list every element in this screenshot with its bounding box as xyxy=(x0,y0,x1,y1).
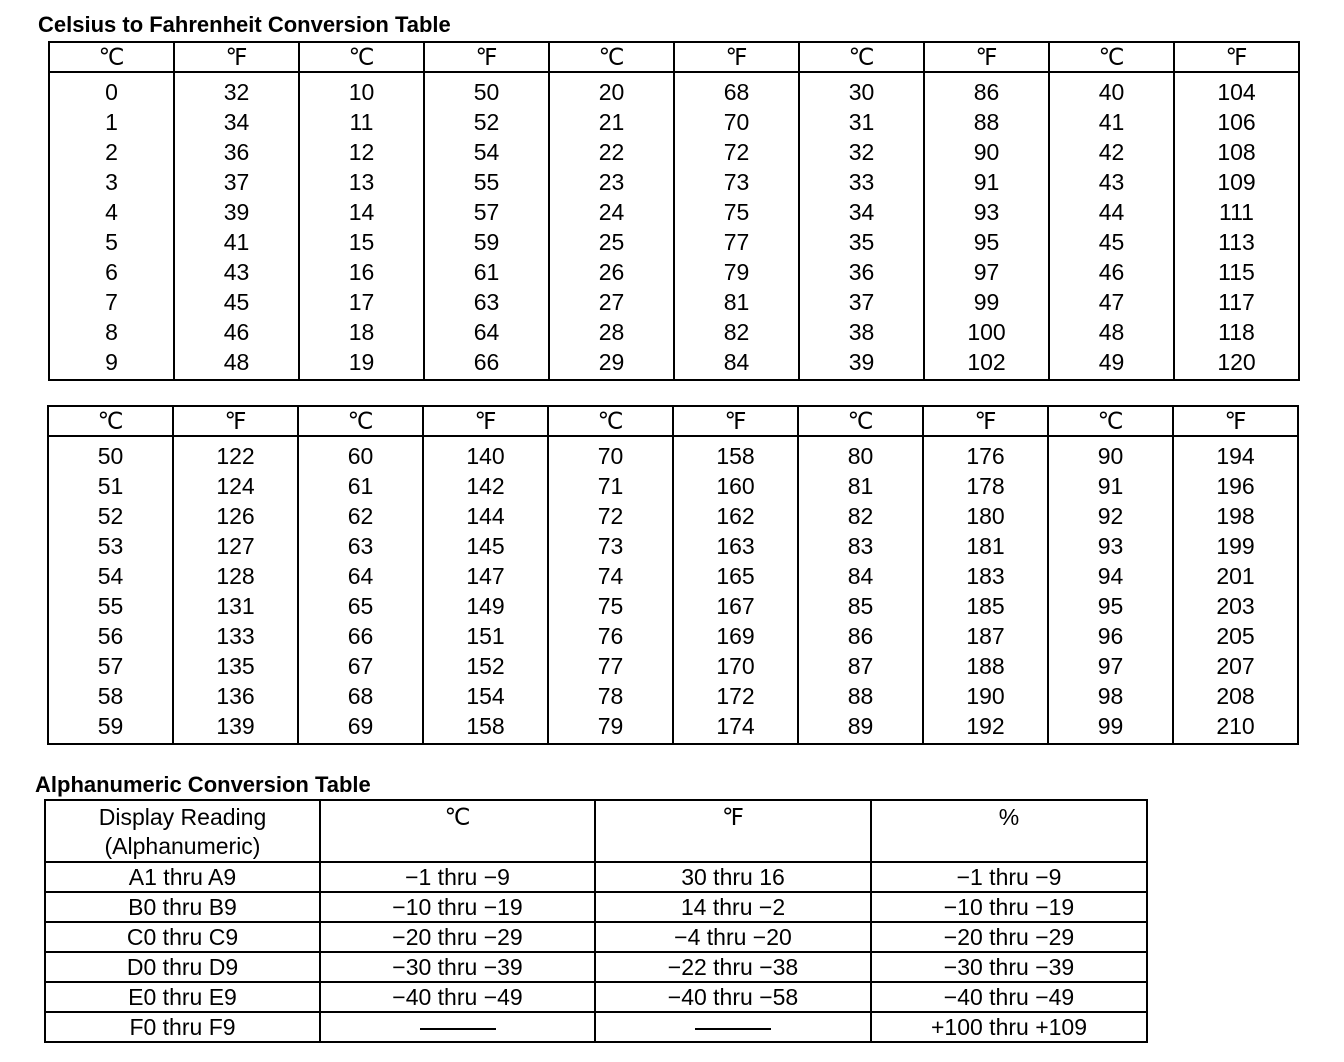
alpha-cell-fahrenheit: −4 thru −20 xyxy=(595,922,871,952)
alpha-row xyxy=(45,892,1147,922)
conv-row xyxy=(49,347,1299,380)
fahrenheit-cell: 190 xyxy=(923,681,1048,711)
celsius-cell: 59 xyxy=(97,713,124,739)
alpha-cell-display: D0 thru D9 xyxy=(45,952,320,982)
alpha-cell-celsius: −40 thru −49 xyxy=(320,982,595,1012)
celsius-cell: 93 xyxy=(1048,531,1173,561)
conversion-table-50-99 xyxy=(47,405,1299,745)
fahrenheit-cell: 133 xyxy=(173,621,298,651)
fahrenheit-cell: 152 xyxy=(423,651,548,681)
conv-row xyxy=(49,317,1299,347)
fahrenheit-cell: 176 xyxy=(923,436,1048,471)
alphanumeric-table xyxy=(44,799,1148,1043)
fahrenheit-cell: 207 xyxy=(1173,651,1298,681)
fahrenheit-header: ℉ xyxy=(424,42,549,72)
fahrenheit-cell: 194 xyxy=(1173,436,1298,471)
celsius-cell: 57 xyxy=(97,653,124,679)
celsius-cell: 21 xyxy=(549,107,674,137)
fahrenheit-header: ℉ xyxy=(674,42,799,72)
fahrenheit-cell: 109 xyxy=(1174,167,1299,197)
fahrenheit-cell: 117 xyxy=(1174,287,1299,317)
celsius-cell: 99 xyxy=(1048,711,1173,744)
no-value-dash xyxy=(695,1028,771,1030)
alpha-cell-percent: −40 thru −49 xyxy=(871,982,1147,1012)
fahrenheit-cell: 208 xyxy=(1173,681,1298,711)
celsius-cell: 36 xyxy=(799,257,924,287)
fahrenheit-cell: 136 xyxy=(173,681,298,711)
alpha-cell-fahrenheit: 14 thru −2 xyxy=(595,892,871,922)
celsius-header: ℃ xyxy=(48,406,173,436)
celsius-cell: 77 xyxy=(548,651,673,681)
fahrenheit-cell: 142 xyxy=(423,471,548,501)
celsius-table-title: Celsius to Fahrenheit Conversion Table xyxy=(38,12,451,37)
alpha-cell-celsius: −10 thru −19 xyxy=(320,892,595,922)
celsius-cell: 46 xyxy=(1049,257,1174,287)
celsius-cell: 94 xyxy=(1048,561,1173,591)
celsius-cell: 11 xyxy=(299,107,424,137)
celsius-cell: 72 xyxy=(548,501,673,531)
celsius-cell: 81 xyxy=(798,471,923,501)
fahrenheit-cell: 158 xyxy=(423,711,548,744)
fahrenheit-cell: 198 xyxy=(1173,501,1298,531)
fahrenheit-header: ℉ xyxy=(923,406,1048,436)
fahrenheit-cell: 111 xyxy=(1174,197,1299,227)
fahrenheit-header: ℉ xyxy=(924,42,1049,72)
alpha-cell-percent: −30 thru −39 xyxy=(871,952,1147,982)
celsius-cell: 44 xyxy=(1049,197,1174,227)
alpha-cell-percent: −20 thru −29 xyxy=(871,922,1147,952)
celsius-cell: 3 xyxy=(105,169,118,195)
fahrenheit-cell: 37 xyxy=(174,167,299,197)
celsius-header: ℃ xyxy=(1048,406,1173,436)
fahrenheit-cell: 210 xyxy=(1173,711,1298,744)
celsius-cell: 97 xyxy=(1048,651,1173,681)
celsius-cell: 47 xyxy=(1049,287,1174,317)
celsius-header: ℃ xyxy=(548,406,673,436)
celsius-cell: 83 xyxy=(798,531,923,561)
alpha-cell-percent: −10 thru −19 xyxy=(871,892,1147,922)
celsius-cell: 84 xyxy=(798,561,923,591)
fahrenheit-cell: 199 xyxy=(1173,531,1298,561)
celsius-cell: 54 xyxy=(97,563,124,589)
celsius-cell: 37 xyxy=(799,287,924,317)
alpha-cell-display: B0 thru B9 xyxy=(45,892,320,922)
celsius-cell: 41 xyxy=(1049,107,1174,137)
alpha-header-display-line1: Display Reading xyxy=(98,804,267,830)
celsius-cell: 55 xyxy=(97,593,124,619)
celsius-cell: 27 xyxy=(549,287,674,317)
fahrenheit-cell: 196 xyxy=(1173,471,1298,501)
fahrenheit-cell: 106 xyxy=(1174,107,1299,137)
celsius-header: ℃ xyxy=(49,42,174,72)
conv-row xyxy=(48,501,1298,531)
fahrenheit-cell: 88 xyxy=(924,107,1049,137)
celsius-header: ℃ xyxy=(799,42,924,72)
celsius-header: ℃ xyxy=(798,406,923,436)
fahrenheit-cell: 102 xyxy=(924,347,1049,380)
fahrenheit-cell: 174 xyxy=(673,711,798,744)
fahrenheit-cell: 70 xyxy=(674,107,799,137)
fahrenheit-cell: 86 xyxy=(924,72,1049,107)
fahrenheit-cell: 181 xyxy=(923,531,1048,561)
celsius-cell: 69 xyxy=(298,711,423,744)
fahrenheit-cell: 54 xyxy=(424,137,549,167)
fahrenheit-cell: 120 xyxy=(1174,347,1299,380)
conv-row xyxy=(48,651,1298,681)
conv-row xyxy=(48,591,1298,621)
fahrenheit-cell: 183 xyxy=(923,561,1048,591)
celsius-cell: 50 xyxy=(97,443,124,469)
celsius-cell: 91 xyxy=(1048,471,1173,501)
fahrenheit-cell: 32 xyxy=(174,72,299,107)
alpha-cell-display: A1 thru A9 xyxy=(45,862,320,892)
celsius-cell: 88 xyxy=(798,681,923,711)
fahrenheit-cell: 99 xyxy=(924,287,1049,317)
fahrenheit-cell: 154 xyxy=(423,681,548,711)
fahrenheit-cell: 124 xyxy=(173,471,298,501)
alpha-cell-display: E0 thru E9 xyxy=(45,982,320,1012)
celsius-cell: 14 xyxy=(299,197,424,227)
fahrenheit-cell: 66 xyxy=(424,347,549,380)
fahrenheit-cell: 135 xyxy=(173,651,298,681)
alpha-cell-display: C0 thru C9 xyxy=(45,922,320,952)
fahrenheit-cell: 100 xyxy=(924,317,1049,347)
celsius-cell: 38 xyxy=(799,317,924,347)
celsius-cell: 80 xyxy=(798,436,923,471)
conv-row xyxy=(49,107,1299,137)
conv-row xyxy=(48,436,1298,471)
conv-row xyxy=(48,711,1298,744)
fahrenheit-cell: 75 xyxy=(674,197,799,227)
fahrenheit-cell: 139 xyxy=(173,711,298,744)
alpha-cell-display: F0 thru F9 xyxy=(45,1012,320,1042)
alpha-cell-fahrenheit: −22 thru −38 xyxy=(595,952,871,982)
celsius-cell: 9 xyxy=(105,349,118,375)
conv-row xyxy=(48,681,1298,711)
celsius-cell: 16 xyxy=(299,257,424,287)
fahrenheit-cell: 77 xyxy=(674,227,799,257)
fahrenheit-header: ℉ xyxy=(423,406,548,436)
fahrenheit-cell: 79 xyxy=(674,257,799,287)
fahrenheit-cell: 163 xyxy=(673,531,798,561)
fahrenheit-cell: 131 xyxy=(173,591,298,621)
fahrenheit-cell: 127 xyxy=(173,531,298,561)
celsius-cell: 76 xyxy=(548,621,673,651)
fahrenheit-header: ℉ xyxy=(1173,406,1298,436)
celsius-cell: 53 xyxy=(97,533,124,559)
alpha-cell-percent: −1 thru −9 xyxy=(871,862,1147,892)
celsius-cell: 95 xyxy=(1048,591,1173,621)
celsius-header: ℃ xyxy=(299,42,424,72)
celsius-cell: 87 xyxy=(798,651,923,681)
alpha-cell-celsius: −30 thru −39 xyxy=(320,952,595,982)
celsius-cell: 75 xyxy=(548,591,673,621)
conv-header-row xyxy=(49,42,1299,72)
alpha-header-display xyxy=(45,800,320,862)
celsius-cell: 82 xyxy=(798,501,923,531)
conv-row xyxy=(48,471,1298,501)
celsius-cell: 4 xyxy=(105,199,118,225)
celsius-cell: 22 xyxy=(549,137,674,167)
fahrenheit-cell: 126 xyxy=(173,501,298,531)
alpha-cell-celsius: −1 thru −9 xyxy=(320,862,595,892)
celsius-cell: 68 xyxy=(298,681,423,711)
fahrenheit-cell: 81 xyxy=(674,287,799,317)
celsius-cell: 60 xyxy=(298,436,423,471)
fahrenheit-cell: 167 xyxy=(673,591,798,621)
celsius-cell: 74 xyxy=(548,561,673,591)
alpha-header-display-line2: (Alphanumeric) xyxy=(104,833,261,859)
celsius-cell: 64 xyxy=(298,561,423,591)
fahrenheit-cell: 43 xyxy=(174,257,299,287)
fahrenheit-cell: 188 xyxy=(923,651,1048,681)
celsius-cell: 51 xyxy=(97,473,124,499)
fahrenheit-cell: 160 xyxy=(673,471,798,501)
celsius-cell: 65 xyxy=(298,591,423,621)
fahrenheit-cell: 140 xyxy=(423,436,548,471)
conv-row xyxy=(49,72,1299,107)
conv-row xyxy=(48,621,1298,651)
conv-row xyxy=(49,167,1299,197)
fahrenheit-cell: 72 xyxy=(674,137,799,167)
alpha-header-celsius: ℃ xyxy=(320,800,595,862)
fahrenheit-cell: 169 xyxy=(673,621,798,651)
fahrenheit-cell: 144 xyxy=(423,501,548,531)
celsius-cell: 49 xyxy=(1049,347,1174,380)
celsius-cell: 26 xyxy=(549,257,674,287)
celsius-cell: 52 xyxy=(97,503,124,529)
fahrenheit-cell: 90 xyxy=(924,137,1049,167)
fahrenheit-cell: 201 xyxy=(1173,561,1298,591)
conv-row xyxy=(49,287,1299,317)
celsius-cell: 92 xyxy=(1048,501,1173,531)
fahrenheit-cell: 73 xyxy=(674,167,799,197)
fahrenheit-cell: 113 xyxy=(1174,227,1299,257)
celsius-cell: 73 xyxy=(548,531,673,561)
celsius-header: ℃ xyxy=(1049,42,1174,72)
conv-header-row xyxy=(48,406,1298,436)
celsius-cell: 58 xyxy=(97,683,124,709)
fahrenheit-cell: 45 xyxy=(174,287,299,317)
fahrenheit-cell: 52 xyxy=(424,107,549,137)
celsius-cell: 45 xyxy=(1049,227,1174,257)
alpha-cell-fahrenheit: −40 thru −58 xyxy=(595,982,871,1012)
alpha-cell-percent: +100 thru +109 xyxy=(871,1012,1147,1042)
celsius-cell: 62 xyxy=(298,501,423,531)
fahrenheit-cell: 162 xyxy=(673,501,798,531)
celsius-cell: 61 xyxy=(298,471,423,501)
conv-row xyxy=(49,137,1299,167)
conversion-table-0-49 xyxy=(48,41,1300,381)
conv-row xyxy=(49,197,1299,227)
celsius-cell: 96 xyxy=(1048,621,1173,651)
celsius-cell: 0 xyxy=(105,79,118,105)
fahrenheit-cell: 59 xyxy=(424,227,549,257)
alpha-row xyxy=(45,922,1147,952)
celsius-cell: 78 xyxy=(548,681,673,711)
fahrenheit-cell: 48 xyxy=(174,347,299,380)
fahrenheit-header: ℉ xyxy=(673,406,798,436)
fahrenheit-cell: 118 xyxy=(1174,317,1299,347)
fahrenheit-cell: 122 xyxy=(173,436,298,471)
celsius-cell: 18 xyxy=(299,317,424,347)
fahrenheit-cell: 145 xyxy=(423,531,548,561)
celsius-cell: 28 xyxy=(549,317,674,347)
fahrenheit-cell: 36 xyxy=(174,137,299,167)
fahrenheit-cell: 41 xyxy=(174,227,299,257)
fahrenheit-header: ℉ xyxy=(1174,42,1299,72)
celsius-cell: 2 xyxy=(105,139,118,165)
celsius-cell: 6 xyxy=(105,259,118,285)
celsius-cell: 71 xyxy=(548,471,673,501)
conv-row xyxy=(49,227,1299,257)
fahrenheit-cell: 205 xyxy=(1173,621,1298,651)
alpha-header-percent: % xyxy=(871,800,1147,862)
celsius-cell: 8 xyxy=(105,319,118,345)
fahrenheit-cell: 115 xyxy=(1174,257,1299,287)
fahrenheit-cell: 180 xyxy=(923,501,1048,531)
fahrenheit-cell: 104 xyxy=(1174,72,1299,107)
celsius-cell: 42 xyxy=(1049,137,1174,167)
celsius-cell: 56 xyxy=(97,623,124,649)
fahrenheit-cell: 178 xyxy=(923,471,1048,501)
celsius-cell: 24 xyxy=(549,197,674,227)
alpha-cell-fahrenheit: 30 thru 16 xyxy=(595,862,871,892)
fahrenheit-cell: 203 xyxy=(1173,591,1298,621)
alpha-row xyxy=(45,1012,1147,1042)
alpha-cell-celsius: −20 thru −29 xyxy=(320,922,595,952)
conv-row xyxy=(48,531,1298,561)
celsius-cell: 34 xyxy=(799,197,924,227)
fahrenheit-cell: 147 xyxy=(423,561,548,591)
fahrenheit-cell: 64 xyxy=(424,317,549,347)
celsius-cell: 32 xyxy=(799,137,924,167)
fahrenheit-cell: 84 xyxy=(674,347,799,380)
fahrenheit-cell: 170 xyxy=(673,651,798,681)
celsius-cell: 63 xyxy=(298,531,423,561)
celsius-cell: 40 xyxy=(1049,72,1174,107)
alpha-row xyxy=(45,982,1147,1012)
celsius-cell: 79 xyxy=(548,711,673,744)
alpha-header-fahrenheit: ℉ xyxy=(595,800,871,862)
fahrenheit-cell: 91 xyxy=(924,167,1049,197)
celsius-cell: 29 xyxy=(549,347,674,380)
fahrenheit-cell: 93 xyxy=(924,197,1049,227)
celsius-header: ℃ xyxy=(549,42,674,72)
celsius-cell: 1 xyxy=(105,109,118,135)
fahrenheit-cell: 187 xyxy=(923,621,1048,651)
celsius-cell: 7 xyxy=(105,289,118,315)
celsius-cell: 89 xyxy=(798,711,923,744)
celsius-cell: 15 xyxy=(299,227,424,257)
celsius-cell: 86 xyxy=(798,621,923,651)
fahrenheit-cell: 151 xyxy=(423,621,548,651)
celsius-cell: 85 xyxy=(798,591,923,621)
fahrenheit-cell: 149 xyxy=(423,591,548,621)
fahrenheit-cell: 57 xyxy=(424,197,549,227)
celsius-cell: 35 xyxy=(799,227,924,257)
alpha-row xyxy=(45,952,1147,982)
fahrenheit-header: ℉ xyxy=(173,406,298,436)
fahrenheit-cell: 61 xyxy=(424,257,549,287)
celsius-cell: 43 xyxy=(1049,167,1174,197)
fahrenheit-cell: 50 xyxy=(424,72,549,107)
fahrenheit-cell: 192 xyxy=(923,711,1048,744)
fahrenheit-cell: 108 xyxy=(1174,137,1299,167)
celsius-cell: 12 xyxy=(299,137,424,167)
fahrenheit-cell: 165 xyxy=(673,561,798,591)
alphanumeric-table-title: Alphanumeric Conversion Table xyxy=(35,772,371,797)
celsius-cell: 66 xyxy=(298,621,423,651)
celsius-cell: 48 xyxy=(1049,317,1174,347)
celsius-cell: 30 xyxy=(799,72,924,107)
celsius-cell: 70 xyxy=(548,436,673,471)
celsius-cell: 13 xyxy=(299,167,424,197)
no-value-dash xyxy=(420,1028,496,1030)
conv-row xyxy=(49,257,1299,287)
fahrenheit-cell: 95 xyxy=(924,227,1049,257)
celsius-cell: 5 xyxy=(105,229,118,255)
celsius-cell: 10 xyxy=(299,72,424,107)
celsius-cell: 98 xyxy=(1048,681,1173,711)
celsius-cell: 39 xyxy=(799,347,924,380)
fahrenheit-cell: 128 xyxy=(173,561,298,591)
fahrenheit-cell: 55 xyxy=(424,167,549,197)
celsius-header: ℃ xyxy=(298,406,423,436)
celsius-cell: 17 xyxy=(299,287,424,317)
fahrenheit-cell: 82 xyxy=(674,317,799,347)
fahrenheit-cell: 158 xyxy=(673,436,798,471)
fahrenheit-cell: 185 xyxy=(923,591,1048,621)
alpha-cell-celsius xyxy=(320,1012,595,1042)
fahrenheit-cell: 46 xyxy=(174,317,299,347)
fahrenheit-cell: 172 xyxy=(673,681,798,711)
celsius-cell: 67 xyxy=(298,651,423,681)
fahrenheit-header: ℉ xyxy=(174,42,299,72)
fahrenheit-cell: 68 xyxy=(674,72,799,107)
celsius-cell: 33 xyxy=(799,167,924,197)
celsius-cell: 31 xyxy=(799,107,924,137)
celsius-cell: 90 xyxy=(1048,436,1173,471)
alpha-cell-fahrenheit xyxy=(595,1012,871,1042)
celsius-cell: 20 xyxy=(549,72,674,107)
fahrenheit-cell: 34 xyxy=(174,107,299,137)
celsius-cell: 23 xyxy=(549,167,674,197)
celsius-cell: 19 xyxy=(299,347,424,380)
alpha-header-row xyxy=(45,800,1147,862)
fahrenheit-cell: 39 xyxy=(174,197,299,227)
celsius-cell: 25 xyxy=(549,227,674,257)
conv-row xyxy=(48,561,1298,591)
fahrenheit-cell: 97 xyxy=(924,257,1049,287)
fahrenheit-cell: 63 xyxy=(424,287,549,317)
alpha-row xyxy=(45,862,1147,892)
